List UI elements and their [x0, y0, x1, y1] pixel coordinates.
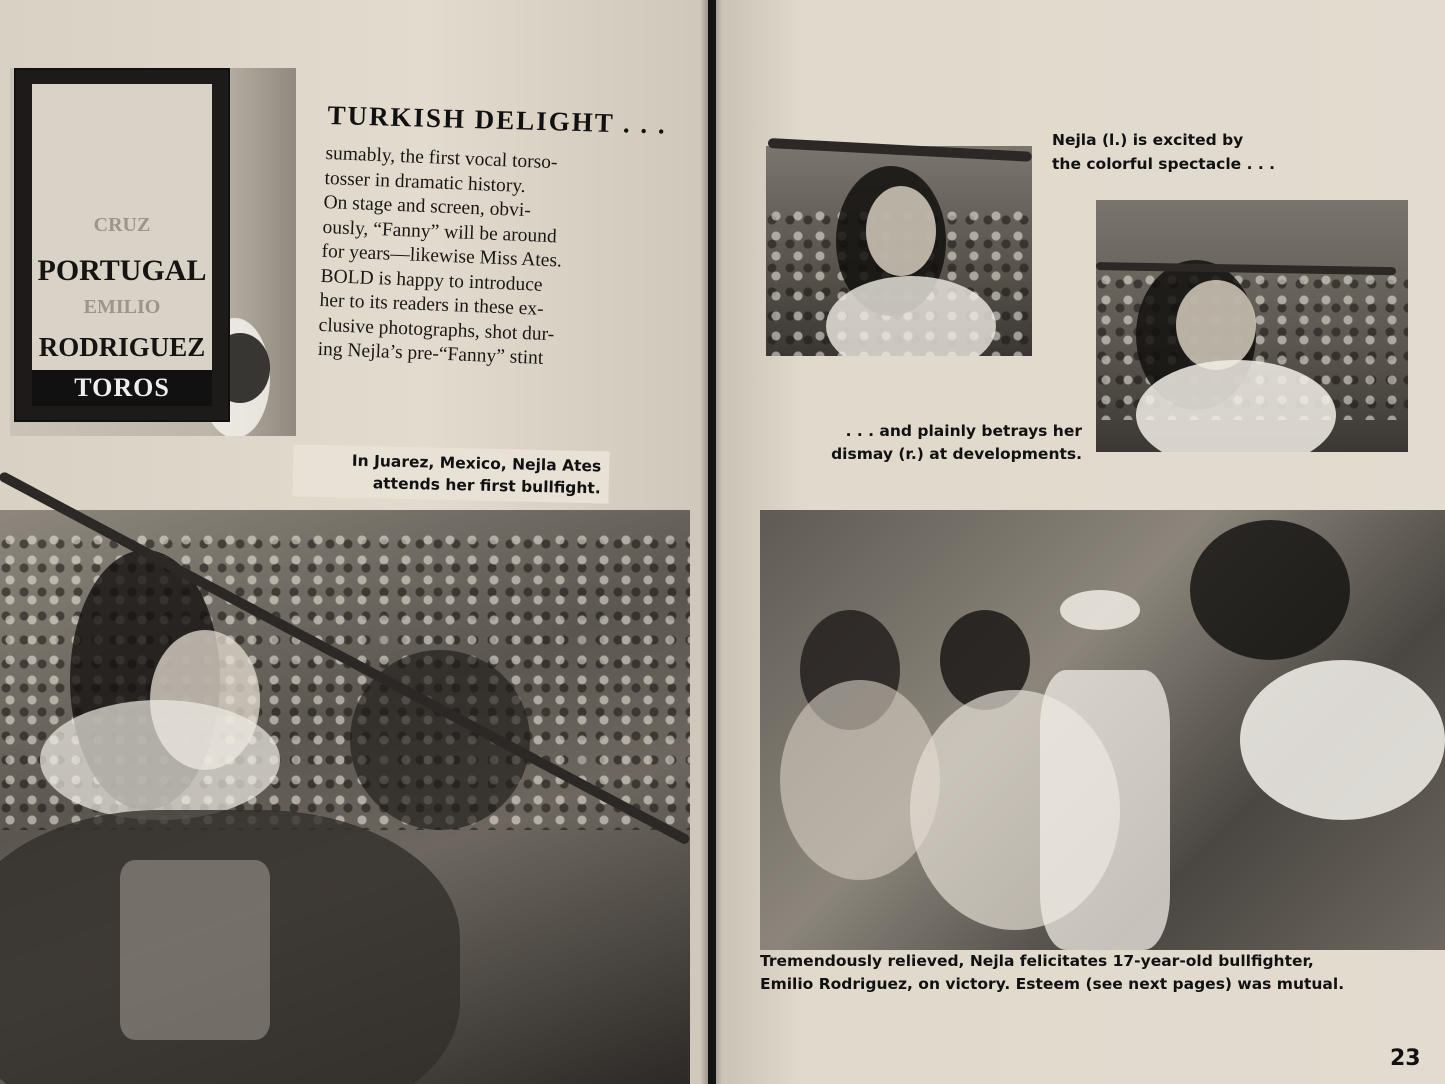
nejla-excited-photo: [766, 146, 1032, 356]
body-line: On stage and screen, obvi-: [323, 191, 532, 222]
body-line: her to its readers in these ex-: [319, 289, 545, 320]
poster-faint-line-2: EMILIO: [83, 296, 161, 318]
caption-victory: [760, 950, 1432, 996]
body-line: tosser in dramatic history.: [324, 167, 527, 197]
caption-line: . . . and plainly betrays her: [845, 422, 1082, 440]
article-headline: TURKISH DELIGHT . . .: [327, 100, 668, 140]
article-body: [317, 142, 690, 377]
spine-gutter: [700, 0, 722, 1084]
poster-line-2: RODRIGUEZ: [38, 332, 206, 362]
caption-line: Tremendously relieved, Nejla felicitates 17-year-old bullfighter,: [760, 952, 1314, 970]
poster-band: TOROS: [32, 370, 212, 406]
caption-line: Nejla (l.) is excited by: [1052, 131, 1244, 149]
poster-faint-line: CRUZ: [93, 214, 151, 236]
bullfight-crowd-photo: [0, 510, 690, 1084]
caption-excited: [1052, 128, 1302, 176]
body-line: for years—likewise Miss Ates.: [321, 240, 563, 272]
caption-juarez: [292, 444, 609, 503]
caption-line: In Juarez, Mexico, Nejla Ates: [351, 451, 602, 476]
handshake-photo: [760, 510, 1445, 950]
caption-line: dismay (r.) at developments.: [831, 445, 1082, 463]
body-line: clusive photographs, shot dur-: [318, 314, 555, 345]
poster-board: [32, 84, 212, 406]
body-line: BOLD is happy to introduce: [320, 265, 543, 296]
page-number: 23: [1390, 1046, 1421, 1071]
body-line: sumably, the first vocal torso-: [325, 142, 558, 174]
caption-line: the colorful spectacle . . .: [1052, 155, 1276, 173]
poster-line-1: PORTUGAL: [37, 254, 207, 287]
nejla-dismay-photo: [1096, 200, 1408, 452]
body-line: ously, “Fanny” will be around: [322, 216, 558, 247]
caption-line: attends her first bullfight.: [372, 474, 601, 498]
body-line: ing Nejla’s pre-“Fanny” stint: [317, 338, 544, 369]
caption-dismay: [812, 420, 1082, 466]
caption-line: Emilio Rodriguez, on victory. Esteem (see next pages) was mutual.: [760, 975, 1345, 993]
bullfight-poster: [14, 68, 230, 422]
